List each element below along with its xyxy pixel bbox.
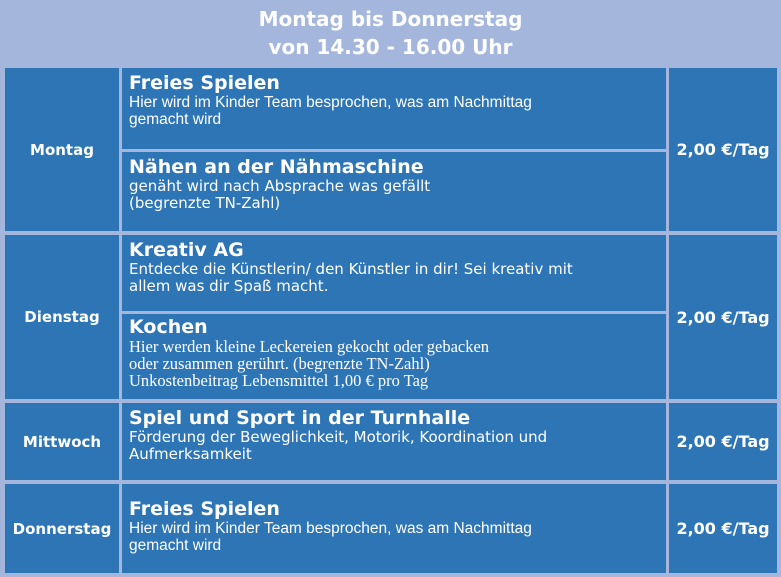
activity-title: Kreativ AG [129, 239, 244, 261]
price-mittwoch: 2,00 €/Tag [669, 403, 777, 480]
day-dienstag: Dienstag [5, 235, 119, 399]
activity-desc-line: Hier wird im Kinder Team besprochen, was am Nachmittag [129, 94, 532, 111]
price-dienstag: 2,00 €/Tag [669, 235, 777, 399]
activity-title: Freies Spielen [129, 498, 280, 520]
activity-freies-spielen-montag [122, 68, 666, 149]
activity-desc-line: Förderung der Beweglichkeit, Motorik, Koordination und [129, 428, 548, 446]
activity-desc-line: Entdecke die Künstlerin/ den Künstler in dir! Sei kreativ mit [129, 260, 573, 278]
activity-desc-line: gemacht wird [129, 111, 222, 128]
activity-desc-line: Hier werden kleine Leckereien gekocht oder gebacken [129, 337, 490, 356]
price-donnerstag: 2,00 €/Tag [669, 484, 777, 573]
header-days: Montag bis Donnerstag [258, 7, 523, 31]
price-montag: 2,00 €/Tag [669, 68, 777, 231]
activity-freies-spielen-donnerstag [122, 484, 666, 573]
activity-desc-line: Aufmerksamkeit [129, 445, 252, 463]
day-montag: Montag [5, 68, 119, 231]
activity-desc-line: allem was dir Spaß macht. [129, 277, 329, 295]
activity-title: Spiel und Sport in der Turnhalle [129, 407, 471, 429]
activity-title: Freies Spielen [129, 72, 280, 94]
activity-naehen [122, 152, 666, 231]
activity-desc-line: gemacht wird [129, 537, 222, 554]
activity-title: Kochen [129, 316, 208, 338]
activity-spiel-und-sport [122, 403, 666, 480]
activity-desc-line: oder zusammen gerührt. (begrenzte TN-Zahl) [129, 354, 430, 373]
day-donnerstag: Donnerstag [5, 484, 119, 573]
activity-desc-line: Hier wird im Kinder Team besprochen, was am Nachmittag [129, 520, 532, 537]
activity-desc-line: (begrenzte TN-Zahl) [129, 194, 281, 212]
activity-desc-line: Unkostenbeitrag Lebensmittel 1,00 € pro Tag [129, 371, 429, 390]
schedule-header [0, 0, 781, 66]
activity-kochen [122, 314, 666, 399]
activity-desc-line: genäht wird nach Absprache was gefällt [129, 177, 431, 195]
day-mittwoch: Mittwoch [5, 403, 119, 480]
activity-title: Nähen an der Nähmaschine [129, 156, 424, 178]
activity-kreativ-ag [122, 235, 666, 311]
header-time: von 14.30 - 16.00 Uhr [268, 35, 513, 59]
